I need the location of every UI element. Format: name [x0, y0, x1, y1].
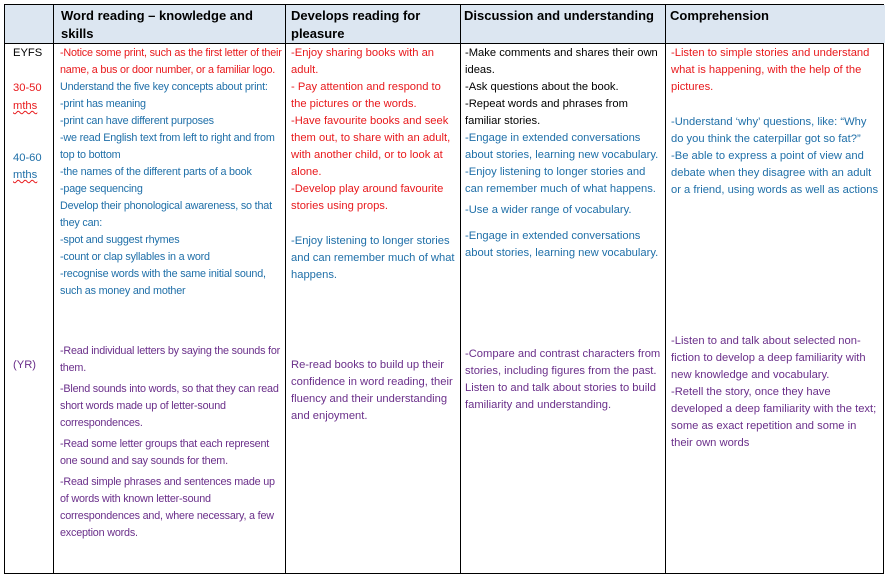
reading-pleasure-red-item: -Develop play around favourite stories using props. [291, 183, 444, 212]
comprehension-cell [671, 45, 881, 199]
comprehension-red-item: -Listen to simple stories and understand what is happening, with the help of the pictures. [671, 47, 870, 93]
comprehension-purple-item: -Retell the story, once they have developed a deep familiarity with the text; some as exact repetition and some in their own words [671, 386, 877, 449]
curriculum-table [4, 4, 884, 574]
column-divider [53, 5, 54, 573]
discussion-black-item: -Ask questions about the book. [465, 81, 619, 93]
word-reading-blue-item: -count or clap syllables in a word [60, 251, 210, 263]
discussion-purple-item: -Compare and contrast characters from stories, including figures from the past. [465, 348, 661, 377]
comprehension-blue-item: -Understand ‘why’ questions, like: “Why do you think the caterpillar got so fat?” [671, 116, 867, 145]
discussion-yr-cell [465, 346, 661, 414]
discussion-purple-item: Listen to and talk about stories to build familiarity and understanding. [465, 382, 656, 411]
word-reading-purple-item: -Read simple phrases and sentences made up of words with known letter-sound correspondences and, where necessary, a few exception words. [60, 476, 275, 539]
reading-pleasure-blue-item: -Enjoy listening to longer stories and can remember much of what happens. [291, 235, 455, 281]
age-30-50-mths: mths [13, 100, 38, 112]
comprehension-purple-item: -Listen to and talk about selected non-fiction to develop a deep familiarity with new knowledge and vocabulary. [671, 335, 866, 381]
word-reading-yr-cell [60, 343, 282, 542]
reading-pleasure-purple-item: Re-read books to build up their confidence in word reading, their fluency and their understanding and enjoyment. [291, 359, 453, 422]
column-divider [665, 5, 666, 573]
header-discussion: Discussion and understanding [464, 8, 654, 23]
reading-pleasure-yr-cell [291, 357, 457, 425]
reading-pleasure-cell [291, 45, 457, 284]
comprehension-blue-item: -Be able to express a point of view and debate when they disagree with an adult or a friend, using words as well as actions [671, 150, 879, 196]
header-word-reading: Word reading – knowledge and skills [61, 8, 253, 41]
reading-pleasure-red-item: -Enjoy sharing books with an adult. [291, 47, 435, 76]
column-divider [285, 5, 286, 573]
word-reading-blue-item: Develop their phonological awareness, so that they can: [60, 200, 272, 229]
discussion-blue-item: -Use a wider range of vocabulary. [465, 204, 632, 216]
discussion-blue-item: -Enjoy listening to longer stories and can remember much of what happens. [465, 166, 656, 195]
word-reading-blue-item: -print can have different purposes [60, 115, 214, 127]
word-reading-red-item: -Notice some print, such as the first letter of their name, a bus or door number, or a familiar logo. [60, 47, 282, 76]
word-reading-blue-item: Understand the five key concepts about print: [60, 81, 268, 93]
age-40-60-mths: mths [13, 169, 38, 181]
reading-pleasure-red-item: - Pay attention and respond to the pictures or the words. [291, 81, 441, 110]
word-reading-blue-item: -we read English text from left to right and from top to bottom [60, 132, 275, 161]
word-reading-blue-item: -page sequencing [60, 183, 143, 195]
age-eyfs: EYFS [13, 47, 43, 59]
age-30-50: 30-50 [13, 82, 42, 94]
discussion-cell [465, 45, 661, 262]
header-divider [5, 43, 883, 44]
word-reading-blue-item: -the names of the different parts of a book [60, 166, 252, 178]
word-reading-blue-item: -recognise words with the same initial sound, such as money and mother [60, 268, 266, 297]
word-reading-cell [60, 45, 282, 300]
age-yr: (YR) [13, 359, 36, 371]
header-comprehension: Comprehension [670, 8, 769, 23]
word-reading-purple-item: -Read some letter groups that each represent one sound and say sounds for them. [60, 438, 270, 467]
word-reading-blue-item: -spot and suggest rhymes [60, 234, 180, 246]
word-reading-blue-item: -print has meaning [60, 98, 146, 110]
reading-pleasure-red-item: -Have favourite books and seek them out, to share with an adult, with another child, or to look at alone. [291, 115, 451, 178]
discussion-blue-item: -Engage in extended conversations about stories, learning new vocabulary. [465, 132, 659, 161]
header-reading-pleasure: Develops reading for pleasure [291, 8, 421, 41]
comprehension-yr-cell [671, 333, 881, 452]
discussion-blue-item: -Engage in extended conversations about stories, learning new vocabulary. [465, 230, 659, 259]
column-divider [460, 5, 461, 573]
discussion-black-item: -Repeat words and phrases from familiar stories. [465, 98, 628, 127]
word-reading-purple-item: -Read individual letters by saying the sounds for them. [60, 345, 281, 374]
word-reading-purple-item: -Blend sounds into words, so that they can read short words made up of letter-sound correspondences. [60, 383, 279, 429]
discussion-black-item: -Make comments and shares their own ideas. [465, 47, 658, 76]
age-40-60: 40-60 [13, 152, 42, 164]
header-cell-age [5, 5, 53, 43]
